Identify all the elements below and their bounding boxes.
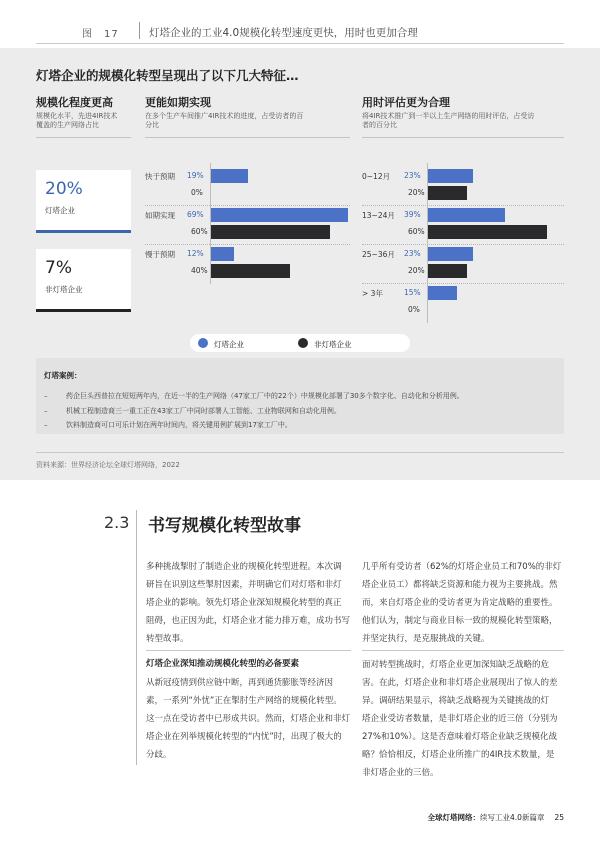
case-item: – 药企巨头西普拉在短短两年内，在近一半的生产网络（47家工厂中的22个）中规模化部署了30多个数字化、自动化和分析用例。 <box>44 392 464 400</box>
bar-lighthouse <box>210 208 348 222</box>
category-label: 如期实现 <box>145 211 175 220</box>
paragraph-line: 几乎所有受访者（62%的灯塔企业员工和70%的非灯 <box>362 562 562 572</box>
paragraph-line: 异。调研结果显示，将缺乏战略视为关键挑战的灯 <box>362 696 550 706</box>
section-number: 2.3 <box>104 513 130 532</box>
chart-axis <box>210 163 211 284</box>
bar-lighthouse <box>427 247 473 261</box>
footer-subtitle: 续写工业4.0新篇章 <box>480 813 545 822</box>
data-label-lighthouse: 69% <box>187 210 204 219</box>
figure-caption <box>0 0 600 44</box>
paragraph-line: 害。在此，灯塔企业和非灯塔企业展现出了惊人的差 <box>362 678 558 688</box>
paragraph-line: 分歧。 <box>146 750 172 760</box>
figure-title: 灯塔企业的工业4.0规模化转型速度更快，用时也更加合理 <box>149 27 418 39</box>
paragraph-line: 塔企业员工）都将缺乏资源和能力视为主要挑战。然 <box>362 580 558 590</box>
sub-heading: 灯塔企业深知推动规模化转型的必备要素 <box>146 659 300 669</box>
category-label: 0~12月 <box>362 172 391 181</box>
source-rule <box>36 452 564 453</box>
paragraph-line: 而，来自灯塔企业的受访者更为肯定战略的重要性。 <box>362 598 558 608</box>
figure-number: 图 17 <box>82 29 119 40</box>
page-footer <box>428 812 564 823</box>
category-label: > 3年 <box>362 289 383 298</box>
col1-desc-line1: 规模化水平，先进4IR技术 <box>36 112 118 120</box>
paragraph-line: 塔企业受访者数量，是非灯塔企业的近三倍（分别为 <box>362 714 558 724</box>
col3-rule <box>362 137 564 138</box>
lighthouse-cases-box <box>36 358 564 434</box>
bar-lighthouse <box>210 169 248 183</box>
col1-rule <box>36 137 131 138</box>
data-label-non-lighthouse: 20% <box>408 188 425 197</box>
row-separator <box>145 205 350 206</box>
col1-heading: 规模化程度更高 <box>36 96 113 109</box>
data-label-non-lighthouse: 0% <box>191 188 203 197</box>
bar-non-lighthouse <box>210 264 290 278</box>
bar-non-lighthouse <box>427 225 547 239</box>
data-label-lighthouse: 19% <box>187 171 204 180</box>
paragraph-line: 这一点在受访者中已形成共识。然而，灯塔企业和非灯 <box>146 714 351 724</box>
col3-desc-line2: 者的百分比 <box>362 121 397 129</box>
paragraph-line: 非灯塔企业的三倍。 <box>362 768 439 778</box>
data-label-non-lighthouse: 20% <box>408 266 425 275</box>
data-label-non-lighthouse: 0% <box>408 305 420 314</box>
paragraph-line: 阻碍，也正因为此，灯塔企业才能力排万难，成功书写 <box>146 616 351 626</box>
data-label-lighthouse: 12% <box>187 249 204 258</box>
data-label-non-lighthouse: 60% <box>408 227 425 236</box>
stat-value-lighthouse: 20% <box>45 179 83 199</box>
caption-divider <box>139 22 140 39</box>
col3-desc-line1: 将4IR技术推广到一半以上生产网络的用时评估，占受访 <box>362 112 535 120</box>
data-label-non-lighthouse: 60% <box>191 227 208 236</box>
bar-lighthouse <box>427 208 505 222</box>
paragraph-line: 素，一系列“外忧”正在掣肘生产网络的规模化转型。 <box>146 696 342 706</box>
caption-rule <box>36 43 564 44</box>
panel-title: 灯塔企业的规模化转型呈现出了以下几大特征… <box>36 68 299 83</box>
bar-lighthouse <box>427 169 473 183</box>
data-label-non-lighthouse: 40% <box>191 266 208 275</box>
section-title: 书写规模化转型故事 <box>148 516 301 536</box>
chart-axis <box>427 163 428 323</box>
paragraph-line: 研旨在识别这些掣肘因素，并明确它们对灯塔和非灯 <box>146 580 342 590</box>
row-separator <box>362 205 564 206</box>
paragraph-line: 略？恰恰相反，灯塔企业所推广的4IR技术数量，是 <box>362 750 555 760</box>
paragraph-line: 多种挑战掣肘了制造企业的规模化转型进程。本次调 <box>146 562 342 572</box>
paragraph-line: 27%和10%）。这是否意味着灯塔企业缺乏规模化战 <box>362 732 558 742</box>
paragraph-rule <box>362 650 564 651</box>
category-label: 25~36月 <box>362 250 395 259</box>
category-label: 13~24月 <box>362 211 395 220</box>
legend-dot-non-lighthouse <box>298 338 308 348</box>
col2-heading: 更能如期实现 <box>145 96 211 109</box>
legend-label-lighthouse: 灯塔企业 <box>214 340 244 349</box>
stat-label-non-lighthouse: 非灯塔企业 <box>45 285 83 294</box>
bar-non-lighthouse <box>427 186 467 200</box>
chart-legend <box>190 334 410 352</box>
data-label-lighthouse: 39% <box>404 210 421 219</box>
legend-dot-lighthouse <box>198 338 208 348</box>
category-label: 慢于预期 <box>145 250 175 259</box>
bar-lighthouse <box>210 247 234 261</box>
paragraph-line: 塔企业的影响。领先灯塔企业深知规模化转型的真正 <box>146 598 342 608</box>
bar-lighthouse <box>427 286 457 300</box>
row-separator <box>145 244 350 245</box>
col1-desc-line2: 覆盖的生产网络占比 <box>36 121 99 129</box>
paragraph-rule <box>146 650 351 651</box>
row-separator <box>362 244 564 245</box>
paragraph-line: 他们认为，制定与商业目标一致的规模化转型策略， <box>362 616 558 626</box>
data-label-lighthouse: 15% <box>404 288 421 297</box>
col2-rule <box>145 137 350 138</box>
data-label-lighthouse: 23% <box>404 171 421 180</box>
row-separator <box>362 283 564 284</box>
bar-non-lighthouse <box>427 264 467 278</box>
data-label-lighthouse: 23% <box>404 249 421 258</box>
paragraph-line: 并坚定执行，是克服挑战的关键。 <box>362 634 490 644</box>
footer-brand: 全球灯塔网络： <box>427 813 481 822</box>
section-divider <box>136 510 137 765</box>
legend-label-non-lighthouse: 非灯塔企业 <box>314 340 352 349</box>
source-note: 资料来源：世界经济论坛全球灯塔网络，2022 <box>36 461 180 469</box>
col3-heading: 用时评估更为合理 <box>362 96 450 109</box>
stat-card-lighthouse <box>36 170 131 233</box>
stat-value-non-lighthouse: 7% <box>45 258 72 278</box>
bar-non-lighthouse <box>210 225 330 239</box>
paragraph-line: 从新冠疫情到供应链中断，再到通货膨胀等经济因 <box>146 678 334 688</box>
case-item: – 饮料制造商可口可乐计划在两年时间内，将关键用例扩展到17家工厂中。 <box>44 421 292 429</box>
stat-label-lighthouse: 灯塔企业 <box>45 206 75 215</box>
case-title: 灯塔案例： <box>44 371 82 380</box>
category-label: 快于预期 <box>145 172 175 181</box>
paragraph-line: 塔企业在列举规模化转型的“内忧”时，出现了极大的 <box>146 732 342 742</box>
page-number: 25 <box>554 813 564 822</box>
case-item: – 机械工程制造商三一重工正在43家工厂中同时部署人工智能、工业物联网和自动化用例。 <box>44 407 341 415</box>
stat-card-non-lighthouse <box>36 249 131 312</box>
paragraph-line: 转型故事。 <box>146 634 189 644</box>
paragraph-line: 面对转型挑战时，灯塔企业更加深知缺乏战略的危 <box>362 660 550 670</box>
col2-desc-line2: 分比 <box>145 121 159 129</box>
col2-desc-line1: 在多个生产车间推广4IR技术的进度，占受访者的百 <box>145 112 304 120</box>
